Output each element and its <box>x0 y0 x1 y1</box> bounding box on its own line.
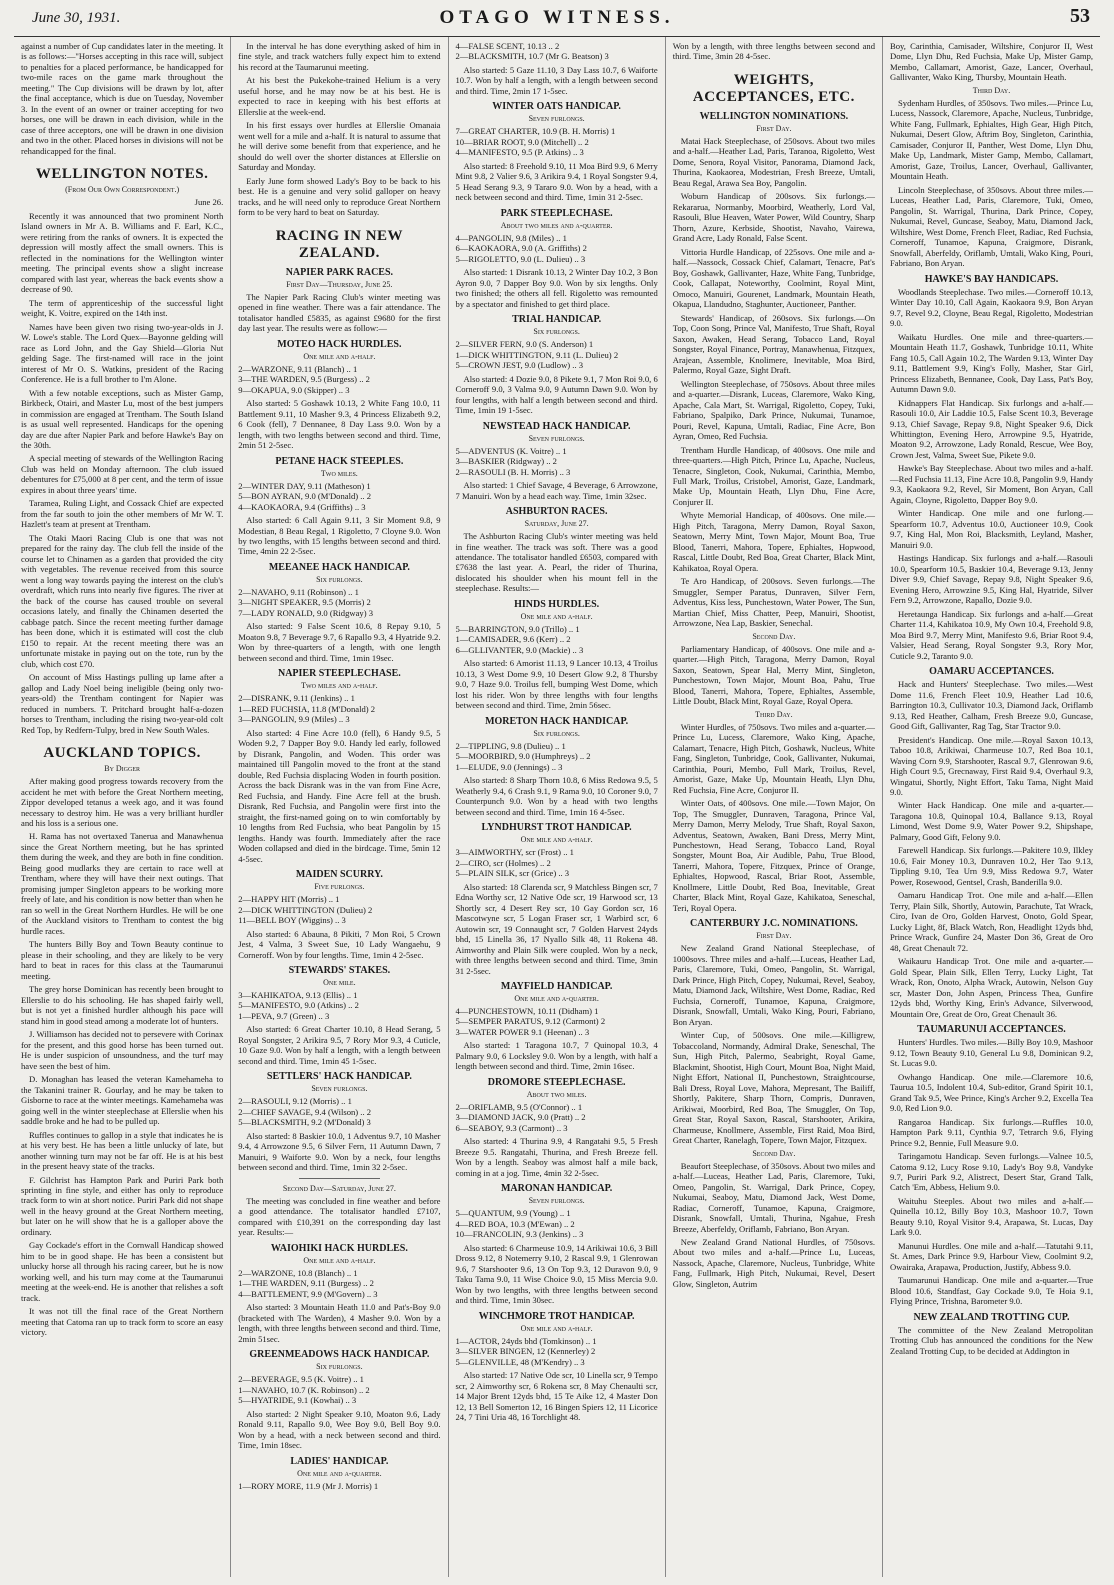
result-line: 1—CAMISADER, 9.6 (Kerr) .. 2 <box>455 634 571 645</box>
race-block <box>456 1077 658 1178</box>
result-line: 6—KAOKAORA, 9.0 (A. Griffiths) 2 <box>455 243 587 254</box>
meeting-intro: The Ashburton Racing Club's winter meeting was held in fine weather. The track was soft. There was a good attendance. The totalisator handled £6503, compared with £7638 the last year. A. Pearl, the rider of Thurina, dislocated his shoulder when his mount fell in the steeplechase. Results:— <box>455 531 658 594</box>
subsection-heading: NEW ZEALAND TROTTING CUP. <box>913 1311 1070 1323</box>
race-block <box>456 101 658 202</box>
meeting-title: ASHBURTON RACES. <box>505 506 608 518</box>
result-line: 3—AIMWORTHY, scr (Frost) .. 1 <box>455 847 574 858</box>
race-distance: Seven furlongs. <box>528 433 585 443</box>
wellington-notes <box>21 211 223 735</box>
race-distance: Six furlongs. <box>533 728 580 738</box>
race-title: MORETON HACK HANDICAP. <box>485 715 629 727</box>
race-notes: Also started: 18 Clarenda scr, 9 Matchless Bingen scr, 7 Edna Worthy scr, 12 Native Ode scr, 19 Harwood scr, 13 Shortly scr, 4 Desert Rey scr, 10 Gay Gordon scr, 16 Mascotwyne scr, 5 Logan Fraser scr, 1 Warbird scr, 6 Autowin scr, 19 Connaught scr, 7 Golden Harvest 24yds bhd, 15 Linella 36, 17 Nyallo Silk 48, 11 Rokena 48. Aimworthy and Plain Silk were coupled. Won by a neck, with three lengths between second and third. Time, 3min 31 2-5sec. <box>455 881 658 976</box>
result-line: 2—RASOULI, 9.12 (Morris) .. 1 <box>238 1096 352 1107</box>
race-block <box>238 1071 440 1172</box>
article-paragraph: At his best the Pukekohe-trained Helium is a very useful horse, and he may now be at his best. He is expected to race in keeping with his best efforts at Ellerslie at the week-end. <box>238 75 441 117</box>
result-line: 5—SEMPER PARATUS, 9.12 (Carmont) 2 <box>455 1016 606 1027</box>
article-paragraph: Manunui Hurdles. One mile and a-half.—Tatutahi 9.11, St. Ames, Dark Prince 9.9, Harbour View, Coolmint 9.2, Owairaka, Arapawa, Production, Justify, Abbess 9.0. <box>890 1240 1094 1272</box>
race-title: HINDS HURDLES. <box>514 598 600 610</box>
article-paragraph: Hunters' Hurdles. Two miles.—Billy Boy 10.9, Mashoor 9.12, Town Beauty 9.10, General Lu 9.8, Dominican 9.2, St. Lucas 9.0. <box>890 1037 1094 1069</box>
dateline: June 26. <box>194 197 224 208</box>
article-paragraph: Hack and Hunters' Steeplechase. Two miles.—West Dome 11.6, French Fleet 10.9, Heather Lad 10.6, Barrington 10.3, Cullivator 10.3, Diamond Jack, Oriflamb 9.13, Red Heather, Calham, Fresh Breeze 9.0, Guncase, Good Gift, Gallivanter, Rag Tag, Star Tractor 9.0. <box>890 679 1094 732</box>
article-paragraph: The term of apprenticeship of the successful light weight, K. Voitre, expired on the 14th inst. <box>21 297 224 319</box>
race-title: DROMORE STEEPLECHASE. <box>487 1076 626 1088</box>
result-line: 5—PLAIN SILK, scr (Grice) .. 3 <box>455 868 570 879</box>
race-results <box>456 1336 658 1367</box>
meeting-day: Third Day. <box>972 85 1011 95</box>
result-line: 4—RED BOA, 10.3 (M'Ewan) .. 2 <box>455 1218 575 1229</box>
result-line: 5—GLENVILLE, 48 (M'Kendry) .. 3 <box>455 1356 585 1367</box>
article-paragraph: The grey horse Dominican has recently been brought to Ellerslie to do his schooling. He has shaped fairly well, but is not yet a finished hurdler although his pace will stand him in good stead among a moderate lot of hunters. <box>21 984 224 1026</box>
result-line: 5—ADVENTUS (K. Voitre) .. 1 <box>455 445 567 456</box>
section-heading: WEIGHTS, ACCEPTANCES, ETC. <box>692 71 855 105</box>
race-block <box>456 421 658 501</box>
race-results <box>456 1102 658 1133</box>
race-block <box>238 668 440 864</box>
article-paragraph: Hawke's Bay Steeplechase. About two miles and a-half.—Red Fuchsia 11.13, Fine Acre 10.8, Pangolin 9.9, Handy 9.3, Kaokaora 9.2, Revel, Sir Moment, Bon Aryan, Call Again, Cloyne, Rigoletto, Dapper Boy 9.0. <box>890 463 1094 505</box>
article-paragraph: Oamaru Handicap Trot. One mile and a-half.—Ellen Terry, Plain Silk, Shortly, Autowin, Parachute, Tat Wrack, Ciro, Ivan de Oro, Golden Harvest, Onoto, Gold Spear, Lucky Light, 8f, Black Watch, Ron, Headlight 12yds bhd, Prince Wrack, Gunfire 24, Master Don 36, Great de Oro 48, Great Chenault 72. <box>890 890 1094 953</box>
result-line: 2—WARZONE, 9.11 (Blanch) .. 1 <box>238 363 358 374</box>
result-line: 5—QUANTUM, 9.9 (Young) .. 1 <box>455 1208 571 1219</box>
article-paragraph: On account of Miss Hastings pulling up lame after a gallop and Lady Noel being ineligible (being only two-years-old) the Trentham contingent for Napier was reduced in numbers. T. Pritchard brought half-a-dozen horses to Trentham, including the rising two-year-old colt Red Top, by Redfern-Tulpy, bred in New South Wales. <box>21 672 224 735</box>
race-results <box>238 587 440 618</box>
race-notes: Also started: 6 Great Charter 10.10, 8 Head Serang, 5 Royal Songster, 2 Arikira 9.5, 7 Rory Mor 9.3, 4 Cuticle, 10 Gaze 9.0. Won by half a length, with a length between second and third. Time, 1min 45 1-5sec. <box>238 1024 441 1066</box>
subsection-heading: OAMARU ACCEPTANCES. <box>929 666 1054 678</box>
result-line: 2—BEVERAGE, 9.5 (K. Voitre) .. 1 <box>238 1374 364 1385</box>
race-distance: About two miles and a-quarter. <box>500 220 613 230</box>
race-results <box>456 126 658 157</box>
result-line: 10—FRANCOLIN, 9.3 (Jenkins) .. 3 <box>455 1229 584 1240</box>
race-distance: Two miles and a-half. <box>301 681 378 691</box>
race-notes: Also started: 4 Thurina 9.9, 4 Rangatahi 9.5, 5 Fresh Breeze 9.5. Rangatahi, Thurina, and Fresh Breeze fell. Won by a length. Seaboy was almost half a mile back, coming in at a jog. Time, 4min 32 2-5sec. <box>455 1136 658 1178</box>
subsection-heading: WELLINGTON NOMINATIONS. <box>699 110 849 122</box>
article-paragraph: Farewell Handicap. Six furlongs.—Pakitere 10.9, Ilkley 10.6, Fair Money 10.3, Dunraven 10.2, Her Tao 9.13, Tippling 9.10, Tea Urn 9.9, Miss Redowa 9.7, Water Power, Rosewood, Gentsel, Crash, Banderilla 9.0. <box>890 845 1094 887</box>
result-line: 1—RORY MORE, 11.9 (Mr J. Morris) 1 <box>238 1480 379 1491</box>
result-line: 10—BRIAR ROOT, 9.0 (Mitchell) .. 2 <box>455 136 589 147</box>
article-paragraph: Matai Hack Steeplechase, of 250sovs. About two miles and a-half.—Heather Lad, Paris, Taranoa, Rigoletto, West Dome, Senora, Royal Visitor, Panorama, Diamond Jack, Thurina, Kaokaorea, Modestrian, Fresh Breeze, Umtali, Beau Regal, Arawa Sea Boy, Pangolin. <box>672 135 875 188</box>
result-line: 5—BON AYRAN, 9.0 (M'Donald) .. 2 <box>238 491 372 502</box>
meeting-day: First Day—Thursday, June 25. <box>286 279 393 289</box>
race-distance: Seven furlongs. <box>528 1196 585 1206</box>
result-line: 1—DICK WHITTINGTON, 9.11 (L. Dulieu) 2 <box>455 349 619 360</box>
race-notes: Also started: 6 Amorist 11.13, 9 Lancer 10.13, 4 Troilus 10.13, 3 West Dome 9.9, 10 Desert Glow 9.2, 8 Thursby 9.0, 7 Haze 9.0. Troilus fell, bumping West Dome, which lost his rider. Won by three lengths with four lengths between second and third. Time, 2min 56sec. <box>455 658 658 711</box>
race-title: WAIOHIKI HACK HURDLES. <box>270 1242 408 1254</box>
result-line: 9—OKAPUA, 9.0 (Skipper) .. 3 <box>238 384 350 395</box>
race-results <box>456 339 658 370</box>
race-notes: Also started: 1 Disrank 10.13, 2 Winter Day 10.2, 3 Bon Ayron 9.0, 7 Dapper Boy 9.0. Won by six lengths. Only two finished; the others all fell. Rigoletto was remounted by a spectator and finished to get third place. <box>455 267 658 309</box>
column-3 <box>449 37 666 1577</box>
article-paragraph: Recently it was announced that two prominent North Island owners in Mr A. B. Williams and F. Earl, K.C., were retiring from the ranks of owners. It is expected the depression will mostly affect the small owners. This is reflected in the nominations for the Wellington winter meeting. The principal events show a slight increase compared with last year, whereas the back events show a decrease of 90. <box>21 210 224 295</box>
meeting-day: Second Day. <box>752 1148 796 1158</box>
article-paragraph: Trentham Hurdle Handicap, of 400sovs. One mile and three-quarters.—High Pitch, Prince Lu, Apache, Nucleus, Tenacre, Singleton, Cook, Nukumai, Carinthia, Membo, Full Mark, Troilus, Cristobel, Amorist, Gaze, Landmark, Make Up, Mountain Heath, Llyn Dhu, Fine Acre, Conjurer II. <box>672 444 875 507</box>
result-line: 2—SILVER FERN, 9.0 (S. Anderson) 1 <box>455 339 594 350</box>
result-line: 5—MANIFESTO, 9.0 (Atkins) .. 2 <box>238 1000 359 1011</box>
meeting-day: First Day. <box>756 123 792 133</box>
result-line: 2—DISRANK, 9.11 (Jenkins) .. 1 <box>238 693 355 704</box>
meeting-day: Saturday, June 27. <box>524 519 589 529</box>
meeting-day: Second Day—Saturday, June 27. <box>282 1183 396 1193</box>
article-paragraph: Sydenham Hurdles, of 350sovs. Two miles.—Prince Lu, Lucess, Nassock, Claremore, Apache, Nucleus, Tunbridge, White Fang, Fullmark, Ephialtes, High Gear, High Pitch, Nukumai, Desert Glow, Aftrim Boy, Singleton, Carinthia, Camisader, Conjuror II, Panther, West Dome, Llyn Dhu, Make Up, Landmark, Mister Gamp, Membo, Callamart, Amorist, Gaze, Troilus, Lancer, Overhaul, Gallivanter, Mountain Heath. <box>890 97 1094 182</box>
race-distance: One mile and a-half. <box>520 611 593 621</box>
race-distance: Six furlongs. <box>316 574 363 584</box>
race-block <box>456 981 658 1072</box>
result-line: 2—BLACKSMITH, 10.7 (Mr G. Beatson) 3 <box>455 51 609 62</box>
race-distance: One mile and a-quarter. <box>297 1468 382 1478</box>
race-notes: Also started: 8 Baskier 10.0, 1 Adventus 9.7, 10 Masher 9.4, 4 Arrowzone 9.5, 6 Silver Fern, 11 Autumn Dawn, 7 Manuiri, 9 Waiforte 9.0. Won by a neck, four lengths between second and third. Time, 1min 32 2-5sec. <box>238 1130 441 1173</box>
article-paragraph: Waikatu Hurdles. One mile and three-quarters.—Mountain Heath 11.7, Goshawk, Tunbridge 10.11, White Fang 10.5, Call Again 10.2, The Warden 9.13, Winter Day 9.11, Battlement 9.9, King's Folly, Masher, Star Girl, Princess Elizabeth, Bennanee, Cook, Day Lass, Pat's Boy, Autumn Dawn 9.0. <box>890 331 1094 395</box>
race-block <box>238 562 440 663</box>
race-title: GREENMEADOWS HACK HANDICAP. <box>249 1349 430 1361</box>
article-paragraph: Stewards' Handicap, of 260sovs. Six furlongs.—On Top, Coon Song, Prince Val, Manifesto, True Shaft, Royal Saxon, Awaken, Head Serang, Tobacco Land, Royal Songster, Royal Finance, Portray, Manawhenua, Fitzquex, Arajean, Assemble, Knolimere, Inevitable, Moa Bird, Palermo, Royal Gaze, Sight Draft. <box>672 312 875 376</box>
result-line: 6—SEABOY, 9.3 (Carmont) .. 3 <box>455 1122 568 1133</box>
race-results <box>456 1208 658 1239</box>
race-block <box>456 822 658 976</box>
race-title: STEWARDS' STAKES. <box>288 965 391 976</box>
article-paragraph: Boy, Carinthia, Camisader, Wiltshire, Conjuror II, West Dome, Llyn Dhu, Red Fuchsia, Make Up, Mister Gamp, Membo, Callamart, Amorist, Gaze, Lancer, Overhaul, Gallivanter, Wako King, Thursby, Mountain Heath. <box>890 41 1094 83</box>
result-line: 3—PANGOLIN, 9.9 (Miles) .. 3 <box>238 714 350 725</box>
column-2 <box>231 37 448 1577</box>
result-line: 1—ACTOR, 24yds bhd (Tomkinson) .. 1 <box>455 1335 597 1346</box>
race-title: PETANE HACK STEEPLES. <box>275 455 404 467</box>
result-line: 1—THE WARDEN, 9.11 (Burgess) .. 2 <box>238 1278 374 1289</box>
article-paragraph: Waituhu Steeples. About two miles and a-half.—Quinella 10.12, Billy Boy 10.3, Mashoor 10.7, Town Beauty 9.10, Royal Visitor 9.4, Arapawa, St. Lucas, Day Lark 9.0. <box>890 1195 1094 1238</box>
race-notes: Also started: 5 Goshawk 10.13, 2 White Fang 10.0, 11 Battlement 9.11, 10 Masher 9.3, 4 Princess Elizabeth 9.2, 6 Cook (fell), 7 Dennanee, 8 Day Lass 9.0. Won by a length, with two lengths between second and third. Time, 2min 51 2-5sec. <box>238 398 441 451</box>
article-paragraph: In the interval he has done everything asked of him in fine style, and track watchers fully expect him to extend his record at the Taumarunui meeting. <box>238 41 441 72</box>
race-results <box>456 847 658 878</box>
result-line: 3—KAHIKATOA, 9.13 (Ellis) .. 1 <box>238 990 358 1000</box>
race-notes: Also started: 8 Freehold 9.10, 11 Moa Bird 9.9, 6 Merry Mint 9.8, 2 Valier 9.6, 3 Arikira 9.4, 1 Royal Songster 9.4, 5 Head Serang 9.3, 9 Tararo 9.0. Won by a head, with a neck between second and third. Time, 1min 31 2-5sec. <box>455 160 658 203</box>
article-paragraph: Kidnappers Flat Handicap. Six furlongs and a-half.—Rasouli 10.0, Air Laddie 10.5, False Scent 10.3, Beverage 9.13, Chief Savage, Repay 9.8, Night Speaker 9.6, Dick Whittington, Evening Hero, Arrowpine 9.5, Hyatride, Moaton 9.2, Arrowzone, Lady Ronald, Rescue, Wee Boy, Crown Jest, Valma, Sweet Sue, Pikete 9.0. <box>890 397 1094 460</box>
article-paragraph: against a number of Cup candidates later in the meeting. It is as follows:—"Horses accepting in this race will, subject to penalties for a placed performance, be handicapped for two-mile races on the game mark throughout the meeting." The Cup divisions will be drawn by lot, after the final acceptance, which is due on Tuesday, November 3. In the event of an owner or trainer accepting for two horses, one will be drawn in each division, while in the case of three acceptors, one will be drawn in one division and two in the other. Placed horses in divisions will not be rehandicapped for the final. <box>21 41 224 156</box>
auckland-topics <box>21 776 223 1338</box>
race-block <box>238 1456 440 1491</box>
result-line: 2—NAVAHO, 9.11 (Robinson) .. 1 <box>238 586 359 597</box>
article-paragraph: Beaufort Steeplechase, of 350sovs. About two miles and a-half.—Luceas, Heather Lad, Paris, Claremore, Tuki, Omeo, Pangolin, St. Warrigal, Dark Prince, Copey, Nukumai, Seaboy, Matu, Diamond Jack, West Dome, Radiac, Corneroff, Tunamoe, Kapuna, Craigmore, Disrank, Snowfall, Umtali, Thurina, Ngahue, Fresh Breeze, Aberfeldy, Oriflamb, Fabriano, Bon Aryan. <box>672 1160 875 1234</box>
race-notes: Also started: 4 Fine Acre 10.0 (fell), 6 Handy 9.5, 5 Woden 9.2, 7 Dapper Boy 9.0. Handy led early, followed by Disrank, Pangolin, and Woden. This order was maintained till Pangolin moved to the front at the stand double, Red Fuchsia displacing Woden in fourth position. Across the back Disrank was in the van from Fine Acre, Red Fuchsia, and Handy. Fine Acre fell at the brush. Disrank, Red Fuchsia, and Pangolin were first into the straight, the first-named going on to win comfortably by 10 lengths from Red Fuchsia, who beat Pangolin by 15 lengths. Handy was fourth. Immediately after the race Woden collapsed and died in the birdcage. Time, 5min 12 4-5sec. <box>238 727 441 864</box>
race-block <box>238 869 440 960</box>
race-results <box>456 233 658 264</box>
race-block <box>456 599 658 711</box>
acceptances-list <box>890 679 1093 1019</box>
race-list <box>238 339 440 1173</box>
article-paragraph: Vittoria Hurdle Handicap, of 225sovs. One mile and a-half.—Nassock, Cossack Chief, Calamart, Tenacre, Pat's Boy, Goshawk, Gallivanter, Haze, White Fang, Tunbridge, Cook, Callapat, Noteworthy, Coolmint, Royal Mint, Omoco, Manuiri, Gourenet, Landmark, Mountain Heath, Okapua, Llandudno, Staghunter, Auctioneer, Panther. <box>672 246 875 310</box>
result-line: 3—BASKIER (Ridgway) .. 2 <box>455 456 557 467</box>
race-results <box>456 624 658 655</box>
race-distance: One mile and a-half. <box>520 1323 593 1333</box>
race-notes: Also started: 4 Dozie 9.0, 8 Pikete 9.1, 7 Mon Roi 9.0, 6 Corneroff 9.0, 3 Valma 9.0, 9 Autumn Dawn 9.0. Won by four lengths, with half a length between second and third. Time, 1min 19 1-5sec. <box>455 373 658 416</box>
race-block <box>238 339 440 451</box>
article-paragraph: Gay Cockade's effort in the Cornwall Handicap showed him to be in good shape. He has been a consistent but unlucky horse all through his racing career, but he is now working well, and his turn may come at the Taumarunui meeting at the week-end. He is another that relishes a soft track. <box>21 1240 224 1303</box>
section-heading: WELLINGTON NOTES. <box>35 166 209 183</box>
issue-date: June 30, 1931. <box>32 10 121 26</box>
handicaps-list <box>890 287 1093 661</box>
result-line: 2—DICK WHITTINGTON (Dulieu) 2 <box>238 904 373 915</box>
article-paragraph: J. Williamson has decided not to persevere with Corinax for the present, and this good horse has been turned out. He is under suspicion of unsoundness, and the turf may have seen the best of him. <box>21 1029 224 1071</box>
section-heading: AUCKLAND TOPICS. <box>43 745 201 762</box>
race-block <box>456 314 658 415</box>
article-paragraph: D. Monaghan has leased the veteran Kamehameha to the Takanini trainer R. Gourlay, and he may be taken to Gisborne to race at the winter meetings. Kamehameha was going well in the winter steeplechase at Ellerslie when his saddle broke and he had to be pulled up. <box>21 1074 224 1127</box>
race-notes: Also started: 6 Charmeuse 10.9, 14 Arikiwai 10.6, 3 Bill Dross 9.12, 8 Notemerry 9.10, 2 Rascal 9.9, 1 Glenrowan 9.6, 7 Starshooter 9.6, 13 On Top 9.3, 12 Duravon 9.0, 9 Taku Tama 9.0, 11 Wise Choice 9.0, 15 Miss Mercia 9.0. Won by two lengths, with three lengths between second and third. Time, 1min 30sec. <box>455 1242 658 1306</box>
article-paragraph: F. Gilchrist has Hampton Park and Puriri Park both sprinting in fine style, and either has only to reproduce track form to win at short notice. Puriri Park did not shape well in the heavy ground at the Great Northern meeting, but later on he will show that he is a galloper above the ordinary. <box>21 1174 224 1237</box>
result-line: 5—HYATRIDE, 9.1 (Kowhai) .. 3 <box>238 1395 357 1406</box>
race-title: LYNDHURST TROT HANDICAP. <box>481 822 632 834</box>
meeting-day: Third Day. <box>755 709 793 719</box>
article-continuation <box>238 41 440 218</box>
article-paragraph: Lincoln Steeplechase, of 350sovs. About three miles.—Luceas, Heather Lad, Paris, Claremore, Tuki, Omeo, Pangolin, St. Warrigal, Thurina, Dark Prince, Copey, Nukumai, Revel, Guncase, Seaboy, Matu, Diamond Jack, Wiltshire, West Dome, French Fleet, Radiac, Red Fuchsia, Corneroff, Tunamoe, Kapuna, Craigmore, Disrank, Snowfall, Aberfeldy, Oriflamb, Umtali, Wako King, Pouri, Fabriano, Bon Aryan. <box>890 184 1094 269</box>
race-distance: Seven furlongs. <box>528 114 585 124</box>
article-paragraph: The committee of the New Zealand Metropolitan Trotting Club has announced the conditions for the New Zealand Trotting Cup, to be decided at Addington in <box>890 1324 1094 1356</box>
article-paragraph: After making good progress towards recovery from the accident he met with before the Great Northern meeting, Zippor developed tetanus a week ago, and it was found necessary to destroy him. He was a very brilliant hurdler and his loss is a serious one. <box>21 776 224 828</box>
article-paragraph: The hunters Billy Boy and Town Beauty continue to please in their schooling, and they are likely to be very hard to beat in races for this class at the Taumarunui meeting. <box>21 939 224 981</box>
article-paragraph: Taringamotu Handicap. Seven furlongs.—Valnee 10.5, Catoma 9.12, Lucy Rose 9.10, Lady's Boy 9.8, Vandyke 9.7, Puriri Park 9.2, Alistrect, Desert Star, Grand Talk, Catch 'Em, Abbess, Helium 9.0. <box>890 1151 1094 1193</box>
race-block <box>238 1243 440 1344</box>
result-line: 2—CHIEF SAVAGE, 9.4 (Wilson) .. 2 <box>238 1106 372 1117</box>
result-line: 2—WINTER DAY, 9.11 (Matheson) 1 <box>238 480 371 491</box>
result-line: 7—LADY RONALD, 9.0 (Ridgway) 3 <box>238 607 374 618</box>
result-line: 7—GREAT CHARTER, 10.9 (B. H. Morris) 1 <box>455 126 616 137</box>
race-title: WINCHMORE TROT HANDICAP. <box>478 1310 635 1322</box>
article-paragraph: Parliamentary Handicap, of 400sovs. One mile and a-quarter.—High Pitch, Taragona, Merry Damon, Royal Saxon, Seatown, Spear Hal, Merry Mint, Singleton, Punchestown, Town Major, Mount Boa, Pahu, True Blood, Tanerri, Mahora, Topere, Ephialtes, Assemble, Little Doubt, Black Mint, Royal Gaze, Royal Opera. <box>672 643 875 707</box>
result-line: 4—KAOKAORA, 9.4 (Griffiths) .. 3 <box>238 501 366 512</box>
result-line: 4—PANGOLIN, 9.8 (Miles) .. 1 <box>455 232 567 243</box>
race-block <box>238 456 440 557</box>
nominations-list <box>673 722 875 914</box>
article-paragraph: A special meeting of stewards of the Wellington Racing Club was held on Monday afternoon. The club issued debentures for £75,000 at 8 per cent, and the term of issue expires in about three years' time. <box>21 453 224 495</box>
race-notes: Also started: 6 Call Again 9.11, 3 Sir Moment 9.8, 9 Modestian, 8 Beau Regal, 1 Rigoletto, 7 Cloyne 9.0. Won by two lengths, with 15 lengths between second and third. Time, 4min 22 2-5sec. <box>238 515 441 557</box>
result-line: 4—PUNCHESTOWN, 10.11 (Didham) 1 <box>455 1006 599 1016</box>
result-line: 1—PEVA, 9.7 (Green) .. 3 <box>238 1010 330 1021</box>
race-title: TRIAL HANDICAP. <box>512 314 602 326</box>
race-notes: Also started: 17 Native Ode scr, 10 Linella scr, 9 Tempo scr, 2 Aimworthy scr, 6 Rokena scr, 8 May Chenaulti scr, 14 Major Brent 12yds bhd, 15 Te Aike 12, 4 Master Don 12, 13 Bell Somerton 12, 16 Bingen Spiers 12, 11 Licorice 24, 7 Tini Uria 48, 16 Torchlight 48. <box>455 1370 658 1423</box>
race-distance: One mile and a-half. <box>303 1255 376 1265</box>
result-line: 3—SILVER BINGEN, 12 (Kennerley) 2 <box>455 1346 596 1357</box>
race-results <box>456 446 658 477</box>
race-title: MEEANEE HACK HANDICAP. <box>268 561 410 573</box>
race-distance: One mile and a-half. <box>520 835 593 845</box>
column-1 <box>14 37 231 1577</box>
article-paragraph: Names have been given two rising two-year-olds in J. W. Lowe's stable. The Lord Quex—Bayonne gelding will race as Lord John, and the Gay Shield—Gloria Nut gelding Sage. The first-named will race in the joint interest of Mr O. S. Watkins, president of the Racing Conference. He is a full brother to I'm Alone. <box>21 321 224 385</box>
article-paragraph: Won by a length, with three lengths between second and third. Time, 3min 28 4-5sec. <box>672 41 875 62</box>
race-results <box>238 1481 440 1491</box>
race-title: PARK STEEPLECHASE. <box>500 207 613 219</box>
article-paragraph: Woodlands Steeplechase. Two miles.—Corneroff 10.13, Winter Day 10.10, Call Again, Kaokaora 9.9, Bon Aryan 9.7, Revel 9.2, Cloyne, Beau Regal, Rigoletto, Modestrian 9.0. <box>890 286 1094 329</box>
article-paragraph: Winter Hurdles, of 750sovs. Two miles and a-quarter.—Prince Lu, Lucess, Claremore, Wako King, Apache, Calamart, Tenacre, High Pitch, Goshawk, Nucleus, White Fang, Singleton, Tunbridge, Cook, Gallivanter, Nukumai, Carinthia, Pouri, Membo, Full Mark, Troilus, Revel, Amorist, Gaze, Make Up, Mountain Heath, Llyn Dhu, Red Fuchsia, Fine Acre, Conjuror II. <box>672 721 875 795</box>
race-list <box>456 599 658 1423</box>
race-results <box>456 41 658 62</box>
article-paragraph: Early June form showed Lady's Boy to be back to his best. He is a genuine and very solid galloper on heavy tracks, and he will need only to reproduce Great Northern form to be very hard to beat on Saturday. <box>238 175 441 218</box>
race-list <box>456 101 658 501</box>
meeting-title: NAPIER PARK RACES. <box>285 266 394 278</box>
result-line: 11—BELL BOY (Wiggins) .. 3 <box>238 915 346 926</box>
result-line: 1—RED FUCHSIA, 11.8 (M'Donald) 2 <box>238 703 376 714</box>
nominations-list <box>673 644 875 707</box>
race-block <box>456 1311 658 1423</box>
subsection-heading: CANTERBURY J.C. NOMINATIONS. <box>690 918 858 930</box>
result-line: 3—WATER POWER 9.1 (Heenan) .. 3 <box>455 1026 590 1037</box>
meeting-intro: The meeting was concluded in fine weather and before a good attendance. The totalisator handled £7107, compared with £10,391 on the corresponding day last year. Results:— <box>238 1195 441 1238</box>
columns <box>14 37 1100 1577</box>
race-title: NEWSTEAD HACK HANDICAP. <box>482 420 631 432</box>
race-block <box>456 1183 658 1305</box>
race-list <box>238 1243 440 1491</box>
nominations-list <box>673 943 875 1145</box>
race-results <box>238 894 440 925</box>
article-paragraph: Winter Handicap. One mile and one furlong.—Spearform 10.7, Adventus 10.0, Auctioneer 10.9, Cook 9.7, King Hal, Mon Roi, Blacksmith, Leyland, Masher, Manuiri 9.0. <box>890 508 1094 550</box>
race-results <box>238 481 440 512</box>
article-paragraph: It was not till the final race of the Great Northern meeting that Catoma ran up to track form to score an easy victory. <box>21 1306 224 1338</box>
race-distance: Six furlongs. <box>316 1362 363 1372</box>
result-line: 1—NAVAHO, 10.7 (K. Robinson) .. 2 <box>238 1384 370 1395</box>
article-paragraph: Owhango Handicap. One mile.—Claremore 10.6, Taurua 10.5, Indolent 10.4, Sub-editor, Grand Spirit 10.1, Grand Tak 9.5, Wee Prince, King's Archer 9.2, Excella Tea 9.0, Red Lion 9.0. <box>890 1071 1094 1114</box>
nominations-list <box>673 1161 875 1290</box>
column-5 <box>883 37 1100 1577</box>
race-distance: Seven furlongs. <box>311 1084 368 1094</box>
race-results <box>238 1096 440 1127</box>
race-distance: Five furlongs. <box>314 882 365 892</box>
result-line: 4—BATTLEMENT, 9.9 (M'Govern) .. 3 <box>238 1288 378 1299</box>
race-title: LADIES' HANDICAP. <box>290 1455 389 1467</box>
article-paragraph: Ruffles continues to gallop in a style that indicates he is at his very best. He has been a little unlucky of late, but another winning turn may not be far off. He is at his best in the present heavy state of the tracks. <box>21 1129 224 1172</box>
race-notes: Also started: 6 Abauna, 8 Pikiti, 7 Mon Roi, 5 Crown Jest, 4 Valma, 3 Sweet Sue, 10 Lady Wangaehu, 9 Corneroff. Won by four lengths. Time, 1min 4 2-5sec. <box>238 928 441 960</box>
race-distance: One mile. <box>323 978 356 987</box>
race-notes: Also started: 3 Mountain Heath 11.0 and Pat's-Boy 9.0 (bracketed with The Warden), 4 Masher 9.0. Won by a length, with three lengths between second and third. Time, 2min 51sec. <box>238 1302 441 1344</box>
result-line: 5—MOORBIRD, 9.0 (Humphreys) .. 2 <box>455 751 591 762</box>
result-line: 5—RIGOLETTO, 9.0 (L. Dulieu) .. 3 <box>455 253 586 264</box>
race-distance: Two miles. <box>320 468 358 478</box>
result-line: 3—DIAMOND JACK, 9.0 (Pratt) .. 2 <box>455 1112 586 1123</box>
race-title: SETTLERS' HACK HANDICAP. <box>266 1071 412 1083</box>
article-paragraph: New Zealand Grand National Hurdles, of 750sovs. About two miles and a-half.—Prince Lu, Luceas, Nassock, Apache, Claremore, Nucleus, Tunbridge, White Fang, Fullmark, High Pitch, Nukumai, Revel, Desert Glow, Singleton, Autrim <box>672 1236 875 1289</box>
race-block <box>456 208 658 309</box>
article-paragraph: In his first essays over hurdles at Ellerslie Omanaia went well for a mile and a-half. It is natural to assume that he will derive some benefit from that experience, and he should do well over the shorter distances at Ellerslie on Saturday and Monday. <box>238 120 441 173</box>
race-distance: One mile and a-quarter. <box>514 994 599 1003</box>
race-title: MAIDEN SCURRY. <box>295 869 383 881</box>
result-line: 3—THE WARDEN, 9.5 (Burgess) .. 2 <box>238 374 370 385</box>
race-block <box>456 716 658 817</box>
subsection-heading: HAWKE'S BAY HANDICAPS. <box>924 273 1059 285</box>
result-line: 4—FALSE SCENT, 10.13 .. 2 <box>455 41 560 51</box>
article-paragraph: Winter Cup, of 500sovs. One mile.—Killigrew, Tobaccoland, Normandy, Admiral Drake, Seneschal, The Sun, High Pitch, Palermo, Seabright, Royal Game, Blackmint, Shootist, High Court, Mount Boa, Night Maid, Night Effort, National II, Punchestown, Straightcourse, Bali Dress, Royal Love, Mahora, Mepresant, The Bailiff, Shortly, Pakitere, Sharp Thorn, Compris, Dunraven, Arikiwai, Moorbird, Red Boa, The Smuggler, On Top, Great Star, Royal Saxon, Rascal, Starshooter, Arikira, Charmeuse, Knollmere, Assemble, First Raid, Moa Bird, Great Charter, Ranelagh, Topere, Town Major, Fitzquex. <box>672 1030 875 1146</box>
race-distance: About two miles. <box>526 1089 587 1099</box>
section-heading: RACING IN NEW ZEALAND. <box>275 227 404 261</box>
column-4 <box>666 37 883 1577</box>
byline: (From Our Own Correspondent.) <box>65 185 180 195</box>
article-paragraph: Wellington Steeplechase, of 750sovs. About three miles and a-quarter.—Disrank, Luceas, Claremore, Wako King, Apache, Cala Mart, St. Warrigal, Rigoletto, Copey, Tuki, Fabriano, Spalpiko, Dark Prince, Nukumai, Tunamoe, Pouri, Revel, Kapuna, Umtali, Radiac, Fine Acre, Bon Ayran, Omeo, Red Fuchsia. <box>672 378 875 442</box>
masthead <box>14 0 1100 37</box>
race-title: MAYFIELD HANDICAP. <box>500 981 613 992</box>
result-line: 4—MANIFESTO, 9.5 (P. Atkins) .. 3 <box>455 147 584 158</box>
article-paragraph: New Zealand Grand National Steeplechase, of 1000sovs. Three miles and a-half.—Luceas, Heather Lad, Paris, Claremore, Tuki, Omeo, Pangolin, St. Warrigal, Dark Prince, High Pitch, Copey, Nukumai, Revel, Seaboy, Matu, Diamond Jack, Wiltshire, West Dome, Radiac, Red Fuchsia, Corneroff, Tunamoe, Kapuna, Craigmore, Disrank, Snowfall, Umtali, Wako King, Pouri, Fabriano, Bon Aryan. <box>672 943 875 1027</box>
result-line: 5—BLACKSMITH, 9.2 (M'Donald) 3 <box>238 1117 371 1128</box>
race-notes: Also started: 1 Taragona 10.7, 7 Quinopal 10.3, 4 Palmary 9.0, 6 Locksley 9.0. Won by a length, with half a length between second and third. Time, 2min 16sec. <box>455 1040 658 1072</box>
race-notes: Also started: 5 Gaze 11.10, 3 Day Lass 10.7, 6 Waiforte 10.7. Won by half a length, with a length between second and third. Time, 2min 17 1-5sec. <box>455 64 658 96</box>
result-line: 2—RASOULI (B. H. Morris) .. 3 <box>455 466 571 477</box>
acceptances-list <box>890 1037 1093 1307</box>
race-title: NAPIER STEEPLECHASE. <box>277 668 401 680</box>
result-line: 2—ORIFLAMB, 9.5 (O'Connor) .. 1 <box>455 1101 583 1112</box>
article-paragraph: President's Handicap. One mile.—Royal Saxon 10.13, Taboo 10.8, Arikiwai, Charmeuse 10.7, Red Boa 10.1, Waving Corn 9.9, Starshooter, Rascal 9.7, Glenrowan 9.6, High Court 9.5, Grecnaway, First Raid 9.4, Overhaul 9.3, Wingatui, Shortly, Night Effort, Taku Tama, Night Maid 9.0. <box>890 734 1094 797</box>
subsection-heading: TAUMARUNUI ACCEPTANCES. <box>917 1024 1066 1036</box>
article-paragraph: Woburn Handicap of 200sovs. Six furlongs.—Rekararua, Normanby, Moorbird, Weatherly, Lord Val, Rasouli, Blue Heaven, Water Power, Wild Country, Sharp Thorn, Azure, Kerbside, Shootist, Navaho, Vairewa, Grand Acre, Lady Ronald, False Scent. <box>672 191 875 244</box>
result-line: 2—CIRO, scr (Holmes) .. 2 <box>455 857 551 868</box>
race-notes: Also started: 1 Chief Savage, 4 Beverage, 6 Arrowzone, 7 Manuiri. Won by a head each way. Time, 1min 32sec. <box>455 480 658 501</box>
page-number: 53 <box>1070 5 1090 27</box>
race-results <box>238 364 440 395</box>
result-line: 2—HAPPY HIT (Morris) .. 1 <box>238 894 340 905</box>
race-title: WINTER OATS HANDICAP. <box>492 101 621 113</box>
result-line: 2—WARZONE, 10.8 (Blanch) .. 1 <box>238 1267 358 1278</box>
race-notes: Also started: 2 Night Speaker 9.10, Moaton 9.6, Lady Ronald 9.11, Rapallo 9.0, Wee Boy 9.0, Bell Boy 9.0. Won by a head, with a neck between second and third. Time, 1min 18sec. <box>238 1408 441 1451</box>
race-block <box>238 965 440 1066</box>
article-paragraph: Winter Hack Handicap. One mile and a-quarter.—Taragona 10.8, Quinopal 10.4, Ballance 9.13, Royal Limond, West Dome 9.9, Water Power 9.2, Shipshape, Palmary, Good Gift, Felony 9.0. <box>890 800 1094 842</box>
race-title: MARONAN HANDICAP. <box>500 1183 613 1195</box>
article-paragraph: Heretaunga Handicap. Six furlongs and a-half.—Great Charter 11.4, Kahikatoa 10.9, My Own 10.4, Freehold 9.8, Moa Bird 9.7, Merry Mint, Manifesto 9.6, Briar Root 9.4, Valsier, Head Serang, Royal Songster 9.3, Rory Mor, Cuticle 9.2, Taranto 9.0. <box>890 608 1094 661</box>
article-paragraph: Waikauru Handicap Trot. One mile and a-quarter.—Gold Spear, Plain Silk, Ellen Terry, Lucky Light, Tat Wrack, Ron, Onoto, Alpha Wrack, Autowin, Nelson Guy scr, Master Don, John Aspen, Princess Thea, Gunfire 12yds bhd, Worthy King, Erin's Advance, Silverwood, Mountain Ore, Great de Oro, Great Chenault 36. <box>890 956 1094 1019</box>
race-title: MOTEO HACK HURDLES. <box>277 338 402 350</box>
result-line: 5—CROWN JEST, 9.0 (Ludlow) .. 3 <box>455 360 584 371</box>
nominations-list <box>673 136 875 629</box>
race-results <box>238 1268 440 1299</box>
meeting-day: First Day. <box>756 931 792 941</box>
meeting-day: Second Day. <box>752 631 796 641</box>
race-results <box>456 1006 658 1037</box>
article-paragraph: Winter Oats, of 400sovs. One mile.—Town Major, On Top, The Smuggler, Dunraven, Taragona, Prince Val, Merry Damon, Merry Melody, True Shaft, Royal Saxon, Adventus, Seatown, Awaken, Bani Dress, Merry Mint, Punchestown, Head Serang, Tobacco Land, Royal Songster, Mount Boa, Air Audible, Pahu, True Blood, Tanerri, Mahora, Topere, Fitzquex, Prince of Orange, Ephialtes, Hopwood, Rascal, Briar Root, Assemble, Knollmere, Little Doubt, Red Boa, Inevitable, Great Charter, Black Mint, Royal Gaze, Kahikatoa, Seneschal, Teri, Royal Opera. <box>672 798 875 913</box>
article-paragraph: Rangaroa Handicap. Six furlongs.—Ruffles 10.0, Hampton Park 9.11, Cynthia 9.7, Tetrarch 9.6, Flying Prince 9.2, Bennie, Full Measure 9.0. <box>890 1116 1094 1148</box>
race-results <box>238 693 440 724</box>
article-paragraph: With a few notable exceptions, such as Mister Gamp, Birkbeck, Otairi, and Master Lu, most of the best jumpers in commission are engaged at Trentham. The South Island is as usual well represented. Handicaps for the opening day are due after Napier Park and before Hawke's Bay on the 30th. <box>21 387 224 450</box>
article-paragraph: Hastings Handicap. Six furlongs and a-half.—Rasouli 10.0, Spearform 10.5, Baskier 10.4, Beverage 9.13, Jenny Diver 9.9, Chief Savage, Repay 9.8, Night Speaker 9.6, Evening Hero, Arrowzine 9.5, King Hal, Hyatride, Silver Fern 9.2, Arrowzone, Rapallo, Dozie 9.0. <box>890 553 1094 606</box>
result-line: 3—NIGHT SPEAKER, 9.5 (Morris) 2 <box>238 597 371 608</box>
nominations-list <box>890 98 1093 269</box>
divider <box>299 1178 380 1179</box>
result-line: 5—BARRINGTON, 9.0 (Trillo) .. 1 <box>455 623 580 634</box>
race-notes: Also started: 9 False Scent 10.6, 8 Repay 9.10, 5 Moaton 9.8, 7 Beverage 9.7, 6 Rapallo 9.3, 4 Hyatride 9.2. Won by three-quarters of a length, with one length between second and third. Time, 1min 19sec. <box>238 621 441 663</box>
article-paragraph: The Otaki Maori Racing Club is one that was not prepared for the rainy day. The club fell the inside of the course let to Chinamen as a garden that provided the city with vegetables. The revenue received from this source went a long way towards paying the interest on the club's overdraft, which runs into nearly five figures. The river at the back of the course has caused trouble on several occasions lately, and finally the Chinamen deserted the cabbage patch. Since the recent meeting further damage has been done, which it is estimated will cost the club £150 to repair. At the recent meeting there was an unfortunate mistake in paying out on the tote, run by the club, which cost £70. <box>21 532 224 669</box>
meeting-intro: The Napier Park Racing Club's winter meeting was opened in fine weather. There was a fair attendance. The totalisator handled £5835, as against £9680 for the first day last year. The results were as follow:— <box>238 291 441 334</box>
result-line: 2—TIPPLING, 9.8 (Dulieu) .. 1 <box>455 740 566 751</box>
race-distance: Six furlongs. <box>533 327 580 337</box>
article-paragraph: Te Aro Handicap, of 200sovs. Seven furlongs.—The Smuggler, Semper Paratus, Dunraven, Silver Fern, Adventus, Kiss less, Punchestown, Water Power, The Sun, Martian Chief, Miss Chatter, Peep, Manuiri, Shootist, Arrowzone, Nea Lap, Baskier, Senechal. <box>672 576 875 629</box>
race-results <box>238 1374 440 1405</box>
result-line: 6—GLLIVANTER, 9.0 (Mackie) .. 3 <box>455 644 584 655</box>
race-results <box>456 741 658 772</box>
article-paragraph: H. Rama has not overtaxed Tanerua and Manawhenua since the Great Northern meeting, but he has sprinted them during the week, and they are both in fine condition. Being good mudlarks they are certain to race well at Trentham, where they will have their next outings. That promising jumper Singleton appears to be working more freely of late, and his condition is now better than when he ran so well in the Great Northern Hurdles. He will be one of the Auckland visitors to Trentham to contest the big hurdle races. <box>21 831 224 936</box>
race-notes: Also started: 8 Sharp Thorn 10.8, 6 Miss Redowa 9.5, 5 Weatherly 9.4, 6 Crash 9.1, 9 Rama 9.0, 10 Coroner 9.0, 7 Counterpunch 9.0. Won by a head with two lengths between second and third. Time, 1min 16 4-5sec. <box>455 775 658 817</box>
result-line: 1—ELUDE, 9.0 (Jennings) .. 3 <box>455 761 563 772</box>
newspaper-title: OTAGO WITNESS. <box>439 7 675 28</box>
byline: By Digger <box>104 764 141 774</box>
article-paragraph: Taramea, Ruling Light, and Cossack Chief are expected from the far south to join the other members of Mr W. T. Hazlett's team at present at Trentham. <box>21 498 224 530</box>
race-block <box>238 1349 440 1450</box>
race-distance: One mile and a-half. <box>303 351 376 361</box>
race-results <box>238 990 440 1021</box>
article-paragraph: Whyte Memorial Handicap, of 400sovs. One mile.—High Pitch, Taragona, Merry Damon, Royal Saxon, Seatown, Merry Mint, Town Major, Mount Boa, True Blood, Tanerri, Mahora, Topere, Ephialtes, Hopwood, Rascal, Little Doubt, Red Boa, Great Charter, Black Mint, Kahikatoa, Royal Opera. <box>672 510 875 573</box>
article-paragraph: Taumarunui Handicap. One mile and a-quarter.—True Blood 10.6, Standfast, Gay Cockade 9.0, Te Hoia 9.1, Flying Prince, Trishna, Barometer 9.0. <box>890 1275 1094 1307</box>
